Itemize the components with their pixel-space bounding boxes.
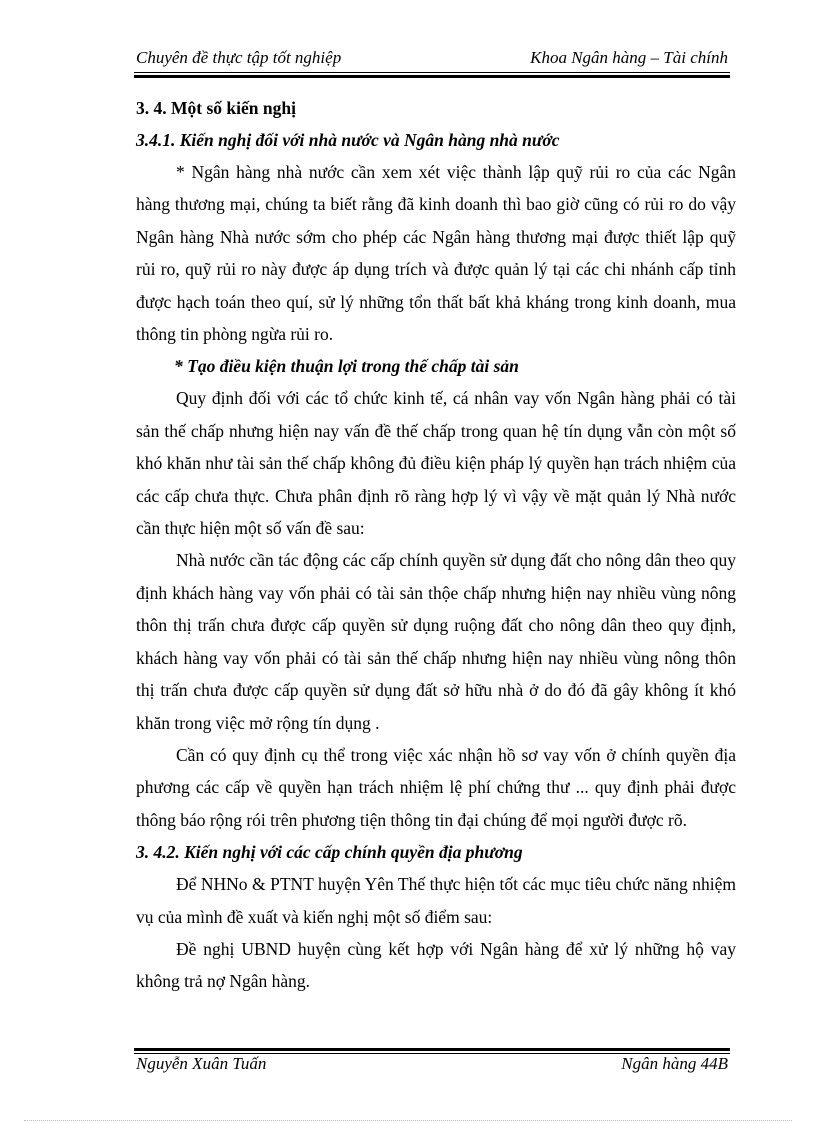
footer-class: Ngân hàng 44B: [621, 1054, 728, 1073]
subheading-collateral: * Tạo điều kiện thuận lợi trong thế chấp tài sản: [174, 356, 519, 377]
subsection-heading-3-4-2: 3. 4.2. Kiến nghị với các cấp chính quyền địa phương: [136, 842, 523, 863]
header-right-text: Khoa Ngân hàng – Tài chính: [530, 48, 728, 67]
header-rule: [134, 72, 730, 78]
paragraph-6: Đề nghị UBND huyện cùng kết hợp với Ngân hàng để xử lý những hộ vay không trả nợ Ngân hàng.: [136, 938, 736, 992]
page-bottom-border: [24, 1120, 792, 1121]
paragraph-1: * Ngân hàng nhà nước cần xem xét việc thành lập quỹ rủi ro của các Ngân hàng thương mại, chúng ta biết rằng đã kinh doanh thì bao giờ cũng có rủi ro do vậy Ngân hàng Nhà nước sớm cho phép các Ngân hàng thương mại được thiết lập quỹ rủi ro, quỹ rủi ro này được áp dụng trích và được quản lý tại các chi nhánh cấp tỉnh được hạch toán theo quí, sử lý những tổn thất bất khả kháng trong kinh doanh, mua thông tin phòng ngừa rủi ro.: [136, 162, 736, 345]
header-left-text: Chuyên đề thực tập tốt nghiệp: [136, 48, 342, 67]
document-body: [136, 92, 736, 998]
page-header: [136, 48, 728, 72]
section-heading: 3. 4. Một số kiến nghị: [136, 98, 296, 118]
paragraph-2: Quy định đối với các tổ chức kinh tế, cá nhân vay vốn Ngân hàng phải có tài sản thế chấp nhưng hiện nay vấn đề thế chấp trong quan hệ tín dụng vẫn còn một số khó khăn như tài sản thế chấp không đủ điều kiện pháp lý quyền hạn trách nhiệm của các cấp chưa thực. Chưa phân định rõ ràng hợp lý vì vậy về mặt quản lý Nhà nước cần thực hiện một số vấn đề sau:: [136, 388, 736, 539]
page-footer: [136, 1054, 728, 1078]
paragraph-5: Để NHNo & PTNT huyện Yên Thế thực hiện tốt các mục tiêu chức năng nhiệm vụ của mình đề xuất và kiến nghị một số điểm sau:: [136, 874, 736, 927]
footer-author: Nguyễn Xuân Tuấn: [136, 1054, 267, 1073]
subsection-heading-3-4-1: 3.4.1. Kiến nghị đối với nhà nước và Ngân hàng nhà nước: [136, 130, 560, 150]
paragraph-3: Nhà nước cần tác động các cấp chính quyền sử dụng đất cho nông dân theo quy định khách hàng vay vốn phải có tài sản thộe chấp nhưng hiện nay nhiều vùng nông thôn thị trấn chưa được cấp quyền sử dụng ruộng đất cho nông dân theo quy định, khách hàng vay vốn phải có tài sản thế chấp nhưng hiện nay nhiều vùng nông thôn thị trấn chưa được cấp quyền sử dụng đất sở hữu nhà ở do đó đã gây không ít khó khăn trong việc mở rộng tín dụng .: [136, 550, 736, 733]
paragraph-4: Cần có quy định cụ thể trong việc xác nhận hồ sơ vay vốn ở chính quyền địa phương các cấp về quyền hạn trách nhiệm lệ phí chứng thư ... quy định phải được thông báo rộng rói trên phương tiện thông tin đại chúng để mọi người được rõ.: [136, 744, 736, 830]
